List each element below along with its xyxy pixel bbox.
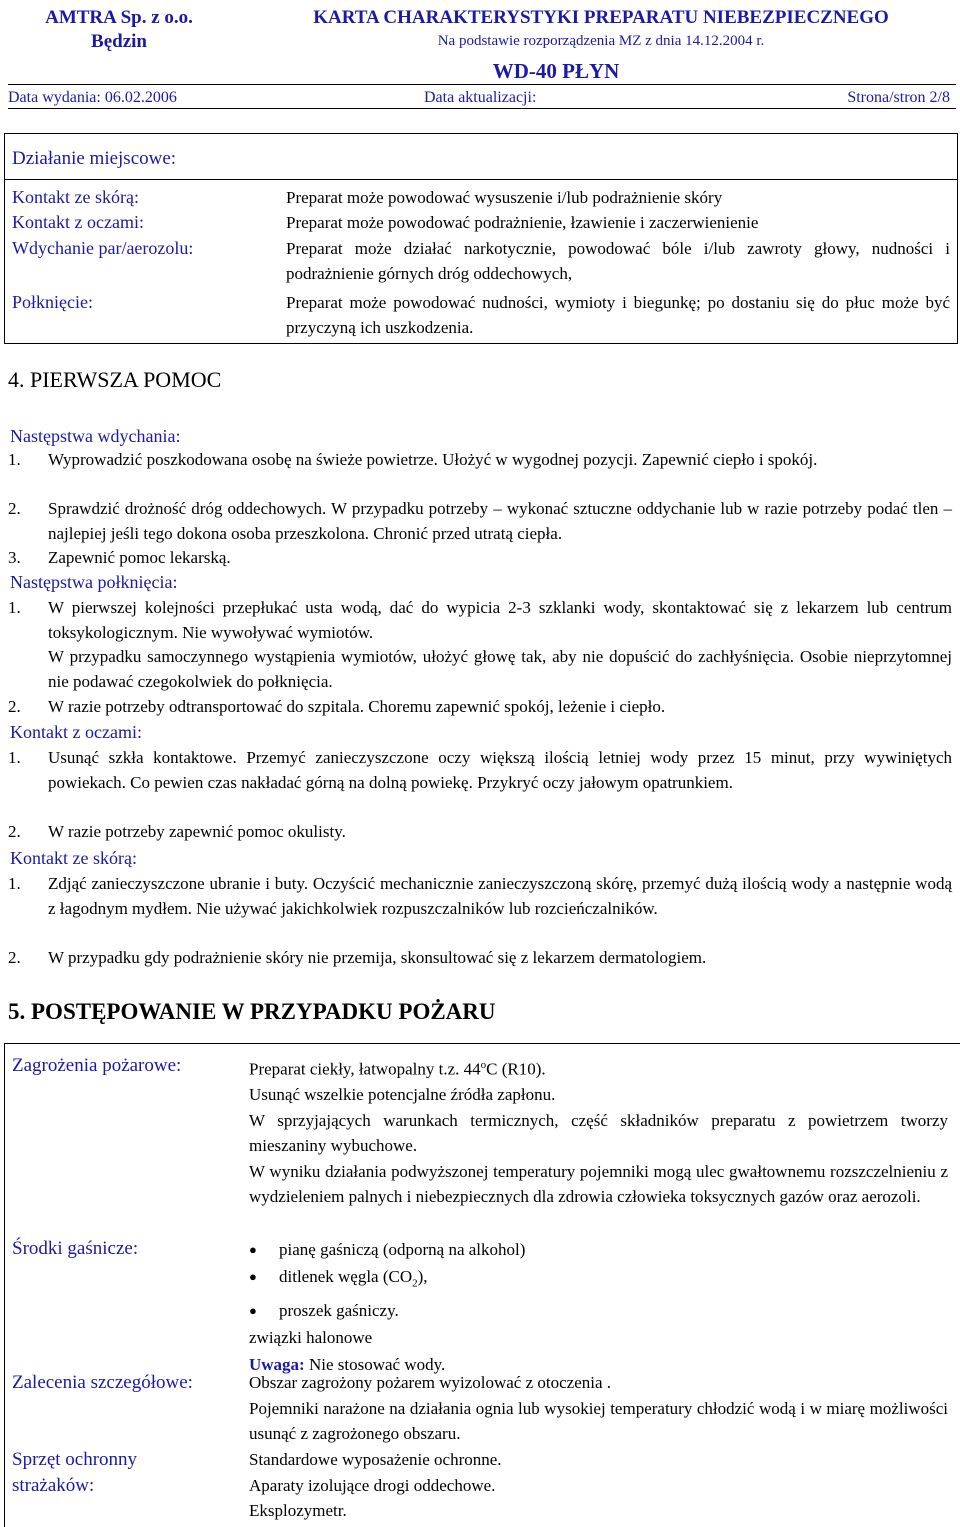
list-item: ● ditlenek węgla $(CO_2)$, xyxy=(249,1263,948,1297)
list-item: 2. Sprawdzić drożność dróg oddechowych. W przypadku potrzeby – wykonać sztuczne oddychanie lub w razie potrzeby podać tlen – najlepiej jeśli tego dokona osoba przeszkolona. Chronić przed utratą ciepła. xyxy=(8,499,952,543)
ingestion-heading: Następstwa połknięcia: xyxy=(10,572,178,592)
list-item: ● proszek gaśniczy. xyxy=(249,1297,948,1324)
bullet-icon: ● xyxy=(249,1242,257,1257)
label-inhalation: Wdychanie par/aerozolu: xyxy=(12,238,194,258)
product-name: WD-40 PŁYN xyxy=(492,59,620,83)
local-effects-divider xyxy=(4,179,957,180)
update-date: Data aktualizacji: xyxy=(424,89,537,106)
inhalation-heading: Następstwa wdychania: xyxy=(10,426,181,446)
list-item: 1. Wyprowadzić poszkodowana osobę na świeże powietrze. Ułożyć w wygodnej pozycji. Zapewnić ciepło i spokój. xyxy=(8,450,818,469)
text-ingestion: Preparat może powodować nudności, wymioty i biegunkę; po dostaniu się do płuc może być przyczyną ich uszkodzenia. xyxy=(286,293,950,337)
section-4-title: 4. PIERWSZA POMOC xyxy=(8,367,222,392)
list-item: 2. W razie potrzeby zapewnić pomoc okulisty. xyxy=(8,822,346,841)
card-title: KARTA CHARAKTERYSTYKI PREPARATU NIEBEZPIECZNEGO xyxy=(313,7,889,28)
recommendations-text: Obszar zagrożony pożarem wyizolować z otoczenia . Pojemniki narażone na działania ognia lub wysokiej temperatury chłodzić wodą i w miarę możliwości usunąć z zagrożonego obszaru. xyxy=(249,1373,948,1443)
list-item: 1. W pierwszej kolejności przepłukać usta wodą, dać do wypicia 2-3 szklanki wody, skontaktować się z lekarzem lub centrum toksykologicznym. Nie wywoływać wymiotów. W przypadku samoczynnego wystąpienia wymiotów, ułożyć głowę tak, aby nie dopuścić do zachłyśnięcia. Osobie nieprzytomnej nie podawać czegokolwiek do połknięcia. xyxy=(8,598,952,691)
text-eye-contact: Preparat może powodować podrażnienie, łzawienie i zaczerwienienie xyxy=(286,213,759,232)
regulation-note: Na podstawie rozporządzenia MZ z dnia 14.12.2004 r. xyxy=(437,33,765,49)
label-eye-contact: Kontakt z oczami: xyxy=(12,212,144,232)
extinguishing-label: Środki gaśnicze: xyxy=(12,1238,139,1259)
equipment-label: Sprzęt ochronny strażaków: xyxy=(12,1449,138,1496)
list-item: 1. Usunąć szkła kontaktowe. Przemyć zanieczyszczone oczy większą ilością letniej wody przez 15 minut, przy wywiniętych powiekach. Co pewien czas nakładać górną na dolną powiekę. Przykryć oczy jałowym opatrunkiem. xyxy=(8,748,952,792)
recommendations-label: Zalecenia szczegółowe: xyxy=(12,1372,193,1393)
fire-hazards-text: Preparat ciekły, łatwopalny t.z. 44$^o$C (R10). Usunąć wszelkie potencjalne źródła zapłonu. W sprzyjających warunkach termicznych, część składników preparatu z powietrzem tworzy mieszaniny wybuchowe. W wyniku działania podwyższonej temperatury pojemniki mogą ulec gwałtownemu rozszczelnieniu z wydzieleniem palnych i niebezpiecznych dla zdrowia człowieka toksycznych gazów oraz aerozoli. xyxy=(249,1059,948,1207)
page-number: Strona/stron 2/8 xyxy=(847,89,950,106)
equipment-text: Standardowe wyposażenie ochronne. Aparaty izolujące drogi oddechowe. Eksplozymetr. xyxy=(249,1450,502,1520)
list-item: 2. W razie potrzeby odtransportować do szpitala. Choremu zapewnić spokój, leżenie i ciepło. xyxy=(8,697,666,716)
company-name: AMTRA Sp. z o.o. Będzin xyxy=(45,7,193,52)
list-item: 3. Zapewnić pomoc lekarską. xyxy=(8,548,231,567)
list-item: ● pianę gaśniczą (odporną na alkohol) xyxy=(249,1236,948,1263)
header-divider xyxy=(8,84,956,85)
section-5-title: 5. POSTĘPOWANIE W PRZYPADKU POŻARU xyxy=(8,999,496,1024)
list-item: 1. Zdjąć zanieczyszczone ubranie i buty. Oczyścić mechanicznie zanieczyszczoną skórę, przemyć dużą ilością wody a następnie wodą z łagodnym mydłem. Nie używać jakichkolwiek rozpuszczalników lub rozcieńczalników. xyxy=(8,874,952,918)
label-skin-contact: Kontakt ze skórą: xyxy=(12,187,139,207)
local-effects-title: Działanie miejscowe: xyxy=(12,148,177,169)
issue-date: Data wydania: 06.02.2006 xyxy=(8,89,177,106)
header-divider-bottom xyxy=(8,108,956,109)
text-skin-contact: Preparat może powodować wysuszenie i/lub podrażnienie skóry xyxy=(286,188,723,207)
bullet-icon: ● xyxy=(249,1269,257,1284)
text-inhalation: Preparat może działać narkotycznie, powodować bóle i/lub zawroty głowy, nudności i podrażnienie górnych dróg oddechowych, xyxy=(286,239,950,283)
extinguishing-text: ● pianę gaśniczą (odporną na alkohol) ● ditlenek węgla $(CO_2)$, ● proszek gaśniczy. związki halonowe Uwaga: Nie stosować wody. xyxy=(249,1236,948,1378)
list-item: 2. W przypadku gdy podrażnienie skóry nie przemija, skonsultować się z lekarzem dermatologiem. xyxy=(8,948,707,967)
fire-hazards-label: Zagrożenia pożarowe: xyxy=(12,1055,182,1076)
eyes-heading: Kontakt z oczami: xyxy=(10,722,142,742)
skin-heading: Kontakt ze skórą: xyxy=(10,848,137,868)
bullet-icon: ● xyxy=(249,1303,257,1319)
label-ingestion: Połknięcie: xyxy=(12,292,93,312)
